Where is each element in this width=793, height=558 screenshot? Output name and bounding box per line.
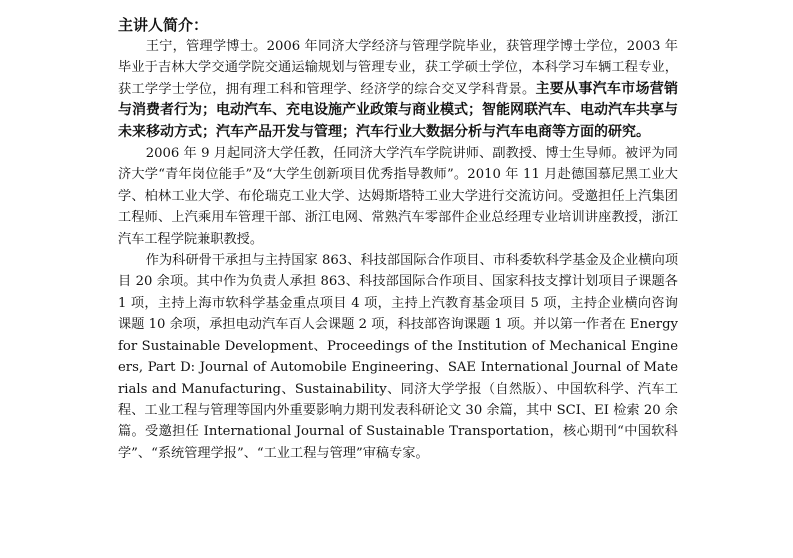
bio-paragraph-2: 2006 年 9 月起同济大学任教，任同济大学汽车学院讲师、副教授、博士生导师。被评为同济大学“青年岗位能手”及“大学生创新项目优秀指导教师”。2010 年 11 月赴德国慕尼黑工业大学、柏林工业大学、布伦瑞克工业大学、达姆斯塔特工业大学进行交流访问。受邀担任上汽集团工程师、上汽乘用车管理干部、浙江电网、常熟汽车零部件企业总经理专业培训讲座教授，浙江汽车工程学院兼职教授。 (118, 146, 678, 247)
speaker-bio (118, 14, 678, 464)
research-focus: 主要从事汽车市场营销与消费者行为；电动汽车、充电设施产业政策与商业模式；智能网联汽车、电动汽车共享与未来移动方式；汽车产品开发与管理；汽车行业大数据分析与汽车电商等方面的研究。 (118, 80, 679, 140)
bio-paragraph-1 (118, 36, 678, 143)
bio-paragraph-3: 作为科研骨干承担与主持国家 863、科技部国际合作项目、市科委软科学基金及企业横向项目 20 余项。其中作为负责人承担 863、科技部国际合作项目、国家科技支撑计划项目子课题各 1 项，主持上海市软科学基金重点项目 4 项，主持上汽教育基金项目 5 项，主持企业横向咨询课题 10 余项，承担电动汽车百人会课题 2 项，科技部咨询课题 1 项。并以第一作者在 Energy for Sustainable Development、Proceedings of the Institution of Mechanical Engineers, Part D: Journal of Automobile Engineering、SAE International Journal of Materials and Manufacturing、Sustainability、同济大学学报（自然版）、中国软科学、汽车工程、工业工程与管理等国内外重要影响力期刊发表科研论文 30 余篇，其中 SCI、EI 检索 20 余篇。受邀担任 International Journal of Sustainable Transportation，核心期刊“中国软科学”、“系统管理学报”、“工业工程与管理”审稿专家。 (118, 253, 678, 461)
section-heading: 主讲人简介： (118, 16, 209, 34)
bio-paragraph-1-text: 王宁，管理学博士。2006 年同济大学经济与管理学院毕业，获管理学博士学位，2003 年毕业于吉林大学交通学院交通运输规划与管理专业，获工学硕士学位，本科学习车辆工程专业，获工学学士学位，拥有理工科和管理学、经济学的综合交叉学科背景。 (118, 39, 678, 97)
